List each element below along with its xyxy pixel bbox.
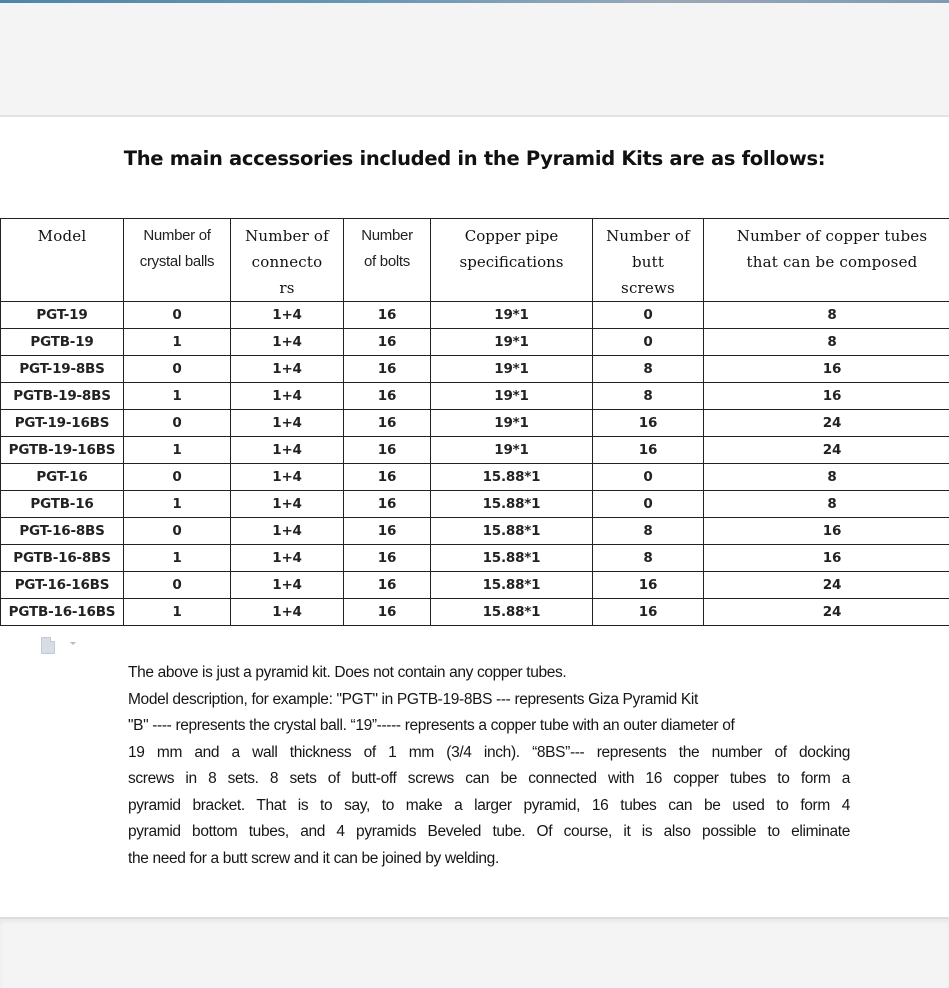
table-row xyxy=(1,464,949,491)
cell-tubes-composed: 8 xyxy=(704,329,949,356)
cell-connectors: 1+4 xyxy=(231,491,344,518)
header-butt-screws xyxy=(593,219,704,302)
cell-model: PGTB-19-8BS xyxy=(1,383,124,410)
note-line: The above is just a pyramid kit. Does not contain any copper tubes. xyxy=(128,660,850,687)
header-connectors xyxy=(231,219,344,302)
table-row xyxy=(1,518,949,545)
table-row xyxy=(1,491,949,518)
cell-pipe-spec: 15.88*1 xyxy=(431,518,593,545)
bottom-gray-band xyxy=(0,917,949,988)
cell-pipe-spec: 19*1 xyxy=(431,437,593,464)
cell-bolts: 16 xyxy=(344,491,431,518)
note-line: Model description, for example: "PGT" in PGTB-19-8BS --- represents Giza Pyramid Kit xyxy=(128,687,850,714)
cell-crystal-balls: 1 xyxy=(124,599,231,626)
page-title xyxy=(0,147,949,170)
cell-bolts: 16 xyxy=(344,410,431,437)
cell-connectors: 1+4 xyxy=(231,383,344,410)
cell-bolts: 16 xyxy=(344,464,431,491)
header-line: that can be composed xyxy=(704,249,949,275)
top-gray-band xyxy=(0,3,949,117)
cell-pipe-spec: 15.88*1 xyxy=(431,599,593,626)
note-line: "B" ---- represents the crystal ball. “19”----- represents a copper tube with an outer diameter of xyxy=(128,713,850,740)
cell-crystal-balls: 0 xyxy=(124,410,231,437)
cell-tubes-composed: 16 xyxy=(704,383,949,410)
cell-tubes-composed: 16 xyxy=(704,518,949,545)
cell-pipe-spec: 19*1 xyxy=(431,302,593,329)
page-title-text: The main accessories included in the Pyramid Kits are as follows: xyxy=(124,147,826,170)
cell-crystal-balls: 0 xyxy=(124,518,231,545)
cell-model: PGT-16-8BS xyxy=(1,518,124,545)
header-line: connecto xyxy=(231,249,343,275)
paste-options-icon[interactable] xyxy=(41,637,55,654)
cell-crystal-balls: 1 xyxy=(124,437,231,464)
cell-pipe-spec: 19*1 xyxy=(431,356,593,383)
cell-model: PGTB-16-16BS xyxy=(1,599,124,626)
cell-pipe-spec: 19*1 xyxy=(431,383,593,410)
cell-crystal-balls: 0 xyxy=(124,572,231,599)
cell-crystal-balls: 0 xyxy=(124,464,231,491)
cell-model: PGT-19-16BS xyxy=(1,410,124,437)
cell-model: PGTB-19 xyxy=(1,329,124,356)
header-line: Number of xyxy=(593,223,703,249)
header-copper-tubes-composed xyxy=(704,219,949,302)
header-line: butt xyxy=(593,249,703,275)
cell-butt-screws: 0 xyxy=(593,491,704,518)
cell-pipe-spec: 15.88*1 xyxy=(431,464,593,491)
header-line: Copper pipe xyxy=(431,223,592,249)
cell-bolts: 16 xyxy=(344,599,431,626)
cell-bolts: 16 xyxy=(344,383,431,410)
header-copper-pipe-spec xyxy=(431,219,593,302)
table-row xyxy=(1,410,949,437)
table-row xyxy=(1,302,949,329)
cell-butt-screws: 16 xyxy=(593,410,704,437)
header-line: screws xyxy=(593,275,703,301)
cell-connectors: 1+4 xyxy=(231,410,344,437)
cell-model: PGTB-19-16BS xyxy=(1,437,124,464)
cell-bolts: 16 xyxy=(344,356,431,383)
cell-bolts: 16 xyxy=(344,518,431,545)
cell-pipe-spec: 19*1 xyxy=(431,329,593,356)
table-row xyxy=(1,383,949,410)
cell-tubes-composed: 16 xyxy=(704,545,949,572)
table-row xyxy=(1,572,949,599)
cell-butt-screws: 0 xyxy=(593,464,704,491)
cell-butt-screws: 8 xyxy=(593,518,704,545)
header-line: Number of xyxy=(124,223,230,249)
cell-butt-screws: 8 xyxy=(593,545,704,572)
note-line: pyramid bracket. That is to say, to make a larger pyramid, 16 tubes can be used to form 4 xyxy=(128,793,850,820)
note-line: the need for a butt screw and it can be joined by welding. xyxy=(128,846,850,873)
cell-connectors: 1+4 xyxy=(231,464,344,491)
table-row xyxy=(1,437,949,464)
cell-butt-screws: 8 xyxy=(593,383,704,410)
note-line: 19 mm and a wall thickness of 1 mm (3/4 inch). “8BS”--- represents the number of docking xyxy=(128,740,850,767)
header-line: crystal balls xyxy=(124,249,230,275)
header-crystal-balls xyxy=(124,219,231,302)
cell-crystal-balls: 0 xyxy=(124,356,231,383)
cell-model: PGTB-16-8BS xyxy=(1,545,124,572)
cell-bolts: 16 xyxy=(344,572,431,599)
cell-connectors: 1+4 xyxy=(231,302,344,329)
cell-crystal-balls: 1 xyxy=(124,383,231,410)
cell-tubes-composed: 16 xyxy=(704,356,949,383)
header-line: rs xyxy=(231,275,343,301)
cell-model: PGT-16 xyxy=(1,464,124,491)
cell-model: PGTB-16 xyxy=(1,491,124,518)
header-bolts xyxy=(344,219,431,302)
cell-tubes-composed: 24 xyxy=(704,437,949,464)
header-line: Number xyxy=(344,223,430,249)
cell-connectors: 1+4 xyxy=(231,572,344,599)
note-line: screws in 8 sets. 8 sets of butt-off screws can be connected with 16 copper tubes to form a xyxy=(128,766,850,793)
cell-butt-screws: 16 xyxy=(593,572,704,599)
note-line: pyramid bottom tubes, and 4 pyramids Beveled tube. Of course, it is also possible to eliminate xyxy=(128,819,850,846)
cell-model: PGT-19 xyxy=(1,302,124,329)
cell-pipe-spec: 19*1 xyxy=(431,410,593,437)
table-body xyxy=(1,302,949,626)
cell-bolts: 16 xyxy=(344,329,431,356)
model-description-notes xyxy=(128,660,850,872)
header-line: Model xyxy=(1,223,123,249)
header-line: Number of xyxy=(231,223,343,249)
header-line: Number of copper tubes xyxy=(704,223,949,249)
document-page xyxy=(0,117,949,917)
cell-tubes-composed: 24 xyxy=(704,599,949,626)
cell-bolts: 16 xyxy=(344,545,431,572)
cell-butt-screws: 8 xyxy=(593,356,704,383)
accessories-table xyxy=(0,218,949,626)
cell-connectors: 1+4 xyxy=(231,329,344,356)
cell-crystal-balls: 1 xyxy=(124,545,231,572)
cell-butt-screws: 0 xyxy=(593,302,704,329)
cell-connectors: 1+4 xyxy=(231,437,344,464)
table-row xyxy=(1,329,949,356)
cell-butt-screws: 0 xyxy=(593,329,704,356)
cell-crystal-balls: 1 xyxy=(124,329,231,356)
cell-connectors: 1+4 xyxy=(231,356,344,383)
cell-connectors: 1+4 xyxy=(231,545,344,572)
cell-tubes-composed: 8 xyxy=(704,491,949,518)
cell-pipe-spec: 15.88*1 xyxy=(431,491,593,518)
cell-model: PGT-19-8BS xyxy=(1,356,124,383)
table-row xyxy=(1,599,949,626)
cell-connectors: 1+4 xyxy=(231,518,344,545)
cell-bolts: 16 xyxy=(344,302,431,329)
cell-tubes-composed: 8 xyxy=(704,464,949,491)
cell-crystal-balls: 0 xyxy=(124,302,231,329)
table-row xyxy=(1,356,949,383)
cell-pipe-spec: 15.88*1 xyxy=(431,545,593,572)
header-line: specifications xyxy=(431,249,592,275)
cell-model: PGT-16-16BS xyxy=(1,572,124,599)
cell-pipe-spec: 15.88*1 xyxy=(431,572,593,599)
chevron-down-icon[interactable] xyxy=(70,642,76,645)
cell-butt-screws: 16 xyxy=(593,437,704,464)
cell-butt-screws: 16 xyxy=(593,599,704,626)
table-row xyxy=(1,545,949,572)
cell-connectors: 1+4 xyxy=(231,599,344,626)
header-line: of bolts xyxy=(344,249,430,275)
cell-tubes-composed: 24 xyxy=(704,572,949,599)
cell-bolts: 16 xyxy=(344,437,431,464)
cell-tubes-composed: 24 xyxy=(704,410,949,437)
cell-crystal-balls: 1 xyxy=(124,491,231,518)
table-header-row xyxy=(1,219,949,302)
cell-tubes-composed: 8 xyxy=(704,302,949,329)
header-model xyxy=(1,219,124,302)
